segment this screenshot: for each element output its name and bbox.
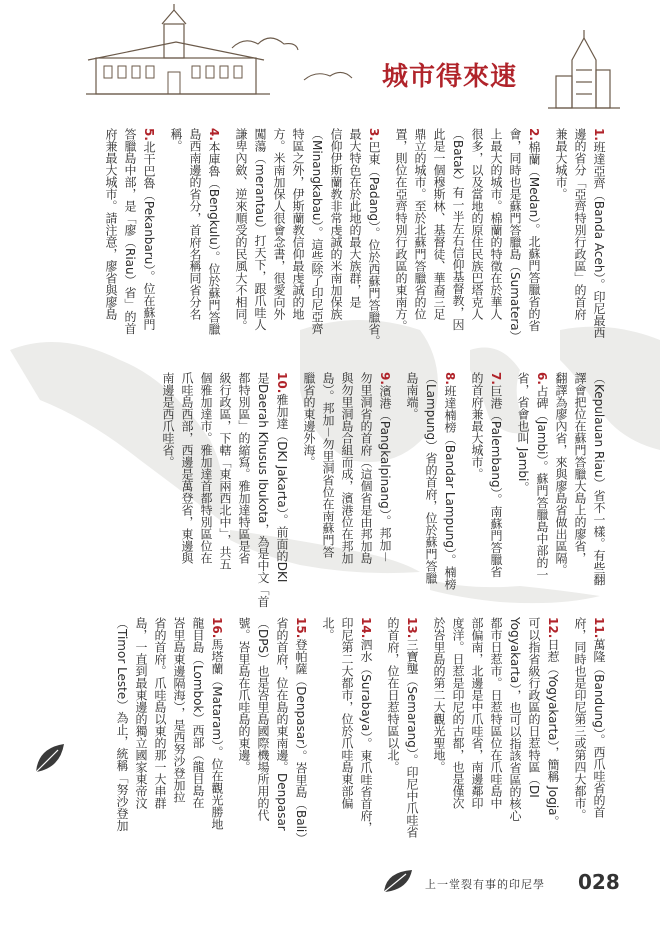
text-column: 島）。邦加－勿里洞省位在南蘇門答	[321, 372, 335, 559]
entry-jakarta	[158, 372, 291, 608]
text-column: 兼最大城市。	[554, 128, 568, 200]
text-column: 置，則位在亞齊特別行政區的東南方。	[394, 128, 408, 332]
entry-denpasar	[234, 617, 310, 857]
entry-yogyakarta	[429, 617, 562, 857]
text-column: 5.北干巴魯（Pekanbaru）。位在蘇門	[142, 128, 156, 331]
text-column: 是Daerah Khusus Ibukota，為是中文「首	[256, 372, 270, 608]
text-column: 勿里洞省的首府（這個省是由邦加島	[359, 372, 373, 564]
text-column: 峇里島東邊隔海），是西努沙登加拉	[172, 617, 186, 803]
text-column: 邊的省分「亞齊特別行政區」的首府	[573, 128, 587, 320]
text-column: 最大特色在於此地的最大族群，是	[348, 128, 362, 308]
text-column: 10.雅加達（DKI Jakarta）。前面的DKI	[275, 372, 289, 583]
text-column: 此是一個穆斯林、基督徒、華裔三足	[432, 128, 446, 320]
text-column: 4.本庫魯（Bengkulu）。位於蘇門答臘	[207, 128, 221, 335]
text-column: 方。米南加保人很會念書，很愛向外	[272, 128, 286, 320]
text-column: 的首府，位在日惹特區以北。	[386, 617, 400, 773]
entry-medan	[391, 128, 543, 354]
text-column: 部偏南，北邊是中爪哇省，南邊鄰印	[470, 617, 484, 809]
text-column: 會，同時也是蘇門答臘島（Sumatera）	[508, 128, 522, 343]
text-column: 譯會把位在蘇門答臘大島上的廖省，	[573, 372, 587, 564]
text-column: 2.棉蘭（Medan）。北蘇門答臘省的省	[527, 128, 541, 332]
text-column: 11.萬隆（Bandung）。西爪哇省的首	[592, 617, 606, 818]
text-column: 特區之外，伊斯蘭教信仰最虔誠的地	[291, 128, 305, 320]
text-column: 的首府兼最大城市。	[470, 372, 484, 480]
text-column: 島南端。	[405, 372, 419, 420]
header-illustration	[0, 0, 663, 120]
text-column: 很多，以及當地的原住民族巴塔克人	[470, 128, 484, 320]
text-column: 都特別區」的縮寫。雅加達特區是省	[237, 372, 251, 564]
text-column: 稱。	[169, 128, 183, 152]
text-column: （Batak）有一半左右信仰基督教，因	[451, 128, 465, 331]
entry-semarang	[383, 617, 421, 857]
text-column: 闖蕩（merantau）打天下，跟爪哇人	[253, 128, 267, 331]
text-column: 與勿里洞島合組而成，濱港位在邦加	[340, 372, 354, 564]
text-column: 於峇里島的第二大觀光聖地。	[432, 617, 446, 773]
text-column: 9.濱港（Pangkalpinang）。邦加－	[378, 372, 392, 563]
entry-pekanbaru	[101, 128, 158, 354]
text-column: 印尼第二大都市，位於爪哇島東部偏	[340, 617, 354, 809]
text-column: 謙卑內斂、逆來順受的民風大不相同。	[234, 128, 248, 332]
text-column: 省，省會也叫 Jambi。	[516, 372, 530, 494]
text-column: （Kepulauan Riau）省不一樣。有些翻	[592, 372, 606, 586]
text-column: 爪哇島西部，西邊是萬登省，東邊與	[180, 372, 194, 564]
footer-book-title: 上一堂裂有事的印尼學	[425, 878, 545, 891]
entry-pangkalpinang	[299, 372, 394, 598]
entries-row-2	[150, 372, 608, 608]
page-title: 城市得來速	[382, 62, 518, 92]
text-column: 號。峇里島在爪哇島的東邊。	[237, 617, 251, 773]
text-column: 個雅加達市。雅加達首都特別區位在	[199, 372, 213, 564]
text-column: 6.占碑（Jambi）。蘇門答臘島中部的一	[535, 372, 549, 581]
entry-bandar-lampung	[402, 372, 459, 598]
tower-illustration	[548, 30, 620, 108]
text-column: 13.三寶壟（Semarang）。印尼中爪哇省	[405, 617, 419, 838]
leaf-icon	[30, 738, 70, 778]
text-column: 府兼最大城市。請注意，廖省與廖島	[104, 128, 118, 320]
text-column: 省的首府，位在島的東南邊。Denpasar	[275, 617, 289, 831]
text-column: 北。	[321, 617, 335, 641]
text-column: 可以指省級行政區的日惹特區（DI	[527, 617, 541, 798]
entry-palembang	[467, 372, 505, 598]
leaf-icon	[380, 866, 416, 896]
text-column: 龍目島（Lombok）西部（龍目島在	[191, 617, 205, 809]
text-column: 上最大的城市。棉蘭的特徵在於華人	[489, 128, 503, 320]
text-column: 15.登帕薩（Denpasar）。峇里島（Bali）	[294, 617, 308, 845]
text-column: 省的首府。爪哇島以東的那一大串群	[153, 617, 167, 809]
text-column: 府，同時也是印尼第三或第四大都市。	[573, 617, 587, 821]
entry-banda-aceh	[551, 128, 608, 354]
entry-bandung	[570, 617, 608, 857]
text-column: 1.班達亞齊（Banda Aceh）。印尼最西	[592, 128, 606, 339]
building-illustration	[86, 4, 270, 94]
entry-surabaya	[318, 617, 375, 857]
page-number: 028	[578, 870, 620, 894]
text-column: 14.泗水（Surabaya）。東爪哇省首府，	[359, 617, 373, 834]
text-column: 島西南邊的省分，首府名稱同省分名	[188, 128, 202, 320]
text-column: 鼎立的城市。至於北蘇門答臘省的位	[413, 128, 427, 320]
text-column: 臘省的東邊外海。	[302, 372, 316, 468]
text-column: 級行政區，下轄「東兩西北中」，共五	[218, 372, 232, 570]
entry-padang	[231, 128, 383, 354]
text-column: 7.巨港（Palembang）。南蘇門答臘省	[489, 372, 503, 578]
text-column: 度洋。日惹是印尼的古都，也是僅次	[451, 617, 465, 809]
text-column: （Timor Leste）為止，統稱「努沙登加	[115, 617, 129, 832]
text-column: 南邊是西爪哇省。	[161, 372, 175, 468]
text-column: 8.班達楠榜（Bandar Lampung）。楠榜	[443, 372, 457, 591]
text-column: 3.巴東（Padang）。位於西蘇門答臘省。	[367, 128, 381, 348]
text-column: 12.日惹（Yogyakarta），簡稱 Jogja。	[546, 617, 560, 828]
text-column: Yogyakarta），也可以指該省區的核心	[508, 617, 522, 822]
text-column: （Minangkabau）。這些除了印尼亞齊	[310, 128, 324, 335]
text-column: 答臘島中部，是「廖（Riau）省」的首	[123, 128, 137, 335]
text-column: 島，一直到最東邊的獨立國家東帝汶	[134, 617, 148, 809]
text-column: 翻譯為廖內省，來與廖島省做出區隔。	[554, 372, 568, 576]
text-column: 都市日惹市。日惹特區位在爪哇島中	[489, 617, 503, 809]
entry-jambi	[513, 372, 608, 598]
entries-row-1	[93, 128, 608, 354]
text-column: 信仰伊斯蘭教非常虔誠的米南加保族	[329, 128, 343, 320]
text-column: （Lampung）省的首府，位於蘇門答臘	[424, 372, 438, 585]
entries-row-3	[104, 617, 608, 857]
text-column: （DPS）也是峇里島國際機場所用的代	[256, 617, 270, 822]
entry-mataram	[112, 617, 226, 857]
text-column: 16.馬塔蘭（Mataram）。位在觀光勝地	[210, 617, 224, 831]
cloud-decoration	[232, 38, 352, 80]
entry-bengkulu	[166, 128, 223, 354]
